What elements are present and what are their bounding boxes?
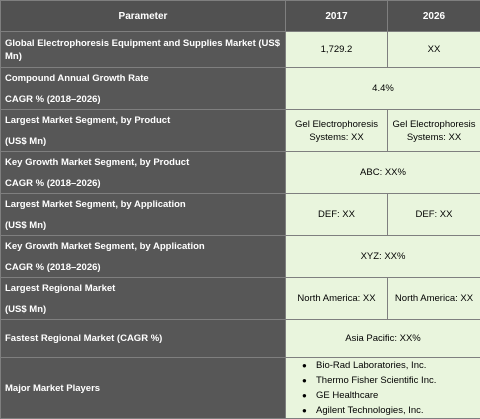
header-year-2017: 2017 [286,1,388,32]
row-label-cagr [1,68,286,110]
row-label-fastest-region: Fastest Regional Market (CAGR %) [1,320,286,358]
value-2026: North America: XX [388,278,480,320]
list-item [302,373,476,388]
table-row [1,152,480,194]
bullet-icon: ● [302,358,307,373]
table-row [1,194,480,236]
table-row [1,278,480,320]
row-label-line2: CAGR % (2018–2026) [5,93,281,106]
value-2026: XX [388,32,480,68]
header-row [1,1,480,32]
table-row [1,320,480,358]
header-year-2026: 2026 [388,1,480,32]
value-2017: 1,729.2 [286,32,388,68]
list-item [302,358,476,373]
row-label-major-players: Major Market Players [1,358,286,419]
row-label-line1: Key Growth Market Segment, by Product [5,156,281,169]
row-label-line2: CAGR % (2018–2026) [5,177,281,190]
player-name: Bio-Rad Laboratories, Inc. [316,360,426,371]
row-label-growth-product [1,152,286,194]
value-2017: DEF: XX [286,194,388,236]
row-label-growth-application [1,236,286,278]
value-2026: Gel Electrophoresis Systems: XX [388,110,480,152]
value-merged: ABC: XX% [286,152,480,194]
row-label-line1: Largest Regional Market [5,282,281,295]
row-label-line1: Key Growth Market Segment, by Application [5,240,281,253]
value-merged: 4.4% [286,68,480,110]
table-row [1,110,480,152]
value-merged: XYZ: XX% [286,236,480,278]
value-merged: Asia Pacific: XX% [286,320,480,358]
row-label-largest-application [1,194,286,236]
list-item [302,388,476,403]
row-label-largest-product [1,110,286,152]
players-list [292,358,476,418]
list-item [302,403,476,418]
value-2026: DEF: XX [388,194,480,236]
header-parameter: Parameter [1,1,286,32]
row-label-line1: Compound Annual Growth Rate [5,72,281,85]
bullet-icon: ● [302,388,307,403]
row-label-line2: (US$ Mn) [5,219,281,232]
player-name: Thermo Fisher Scientific Inc. [316,375,436,386]
value-2017: North America: XX [286,278,388,320]
players-cell [286,358,480,419]
table-row [1,236,480,278]
table-row [1,68,480,110]
bullet-icon: ● [302,373,307,388]
row-label-line2: CAGR % (2018–2026) [5,261,281,274]
row-label-largest-region [1,278,286,320]
row-label-market-size: Global Electrophoresis Equipment and Supplies Market (US$ Mn) [1,32,286,68]
table-row [1,358,480,419]
table-row [1,32,480,68]
row-label-line1: Largest Market Segment, by Product [5,114,281,127]
player-name: GE Healthcare [316,390,378,401]
bullet-icon: ● [302,403,307,418]
row-label-line1: Largest Market Segment, by Application [5,198,281,211]
row-label-line2: (US$ Mn) [5,303,281,316]
row-label-line2: (US$ Mn) [5,135,281,148]
player-name: Agilent Technologies, Inc. [316,405,424,416]
value-2017: Gel Electrophoresis Systems: XX [286,110,388,152]
